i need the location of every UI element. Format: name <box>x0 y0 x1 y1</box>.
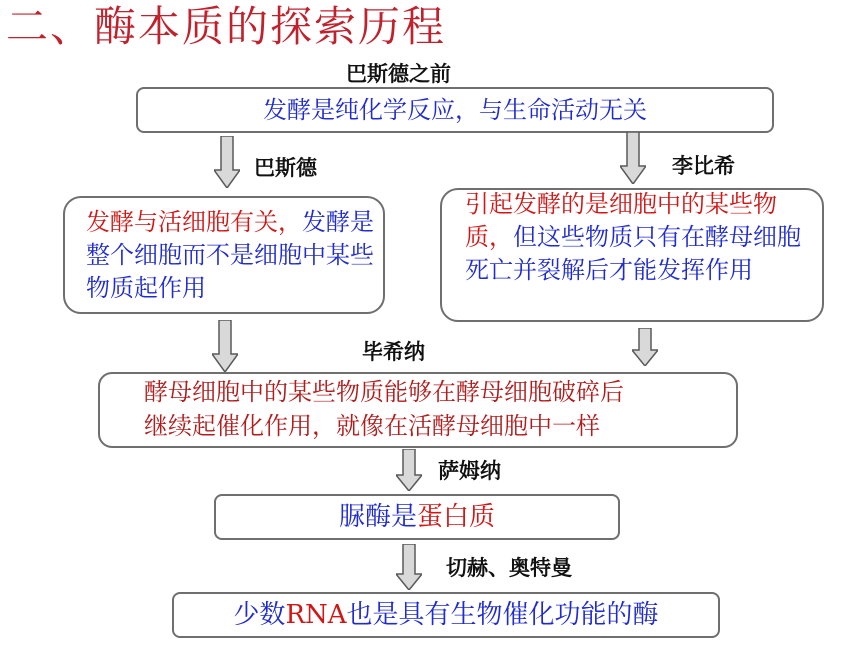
pasteur-red-text: 发酵与活细胞有关， <box>86 208 302 236</box>
box-buchner-line2: 继续起催化作用，就像在活酵母细胞中一样 <box>144 412 600 440</box>
down-arrow-icon <box>396 544 422 590</box>
cech-rna-text: RNA <box>285 600 347 630</box>
sumner-blue-text: 脲酶是 <box>338 502 417 532</box>
down-arrow-icon <box>620 132 646 184</box>
label-buchner: 毕希纳 <box>362 340 425 364</box>
box-liebig-text <box>465 188 813 287</box>
box-buchner-line1: 酵母细胞中的某些物质能够在酵母细胞破碎后 <box>144 378 624 406</box>
liebig-blue-text: 但这些物质只有在酵母细胞死亡并裂解后才能发挥作用 <box>465 223 801 284</box>
cech-pre-text: 少数 <box>233 600 286 630</box>
pasteur-blue-text: 发酵是整个细胞而不是细胞中某些物质起作用 <box>86 208 374 302</box>
box-pasteur-text <box>86 206 374 305</box>
sumner-red-text: 蛋白质 <box>417 502 496 532</box>
down-arrow-icon <box>632 328 658 366</box>
label-sumner: 萨姆纳 <box>438 459 501 483</box>
down-arrow-icon <box>214 136 240 188</box>
box-before-pasteur-text: 发酵是纯化学反应，与生命活动无关 <box>263 96 647 124</box>
box-cech-altman-text <box>172 592 720 638</box>
page-title: 二、酶本质的探索历程 <box>6 2 447 51</box>
label-cech-altman: 切赫、奥特曼 <box>446 556 572 580</box>
liebig-red-text: 引起发酵的是细胞中的某些物质， <box>465 190 777 251</box>
label-liebig: 李比希 <box>672 154 735 178</box>
cech-post-text: 也是具有生物催化功能的酶 <box>346 600 659 630</box>
box-sumner-text <box>214 494 620 540</box>
label-pasteur: 巴斯德 <box>254 156 317 180</box>
label-before-pasteur: 巴斯德之前 <box>346 62 451 86</box>
down-arrow-icon <box>396 449 422 491</box>
down-arrow-icon <box>212 320 238 372</box>
